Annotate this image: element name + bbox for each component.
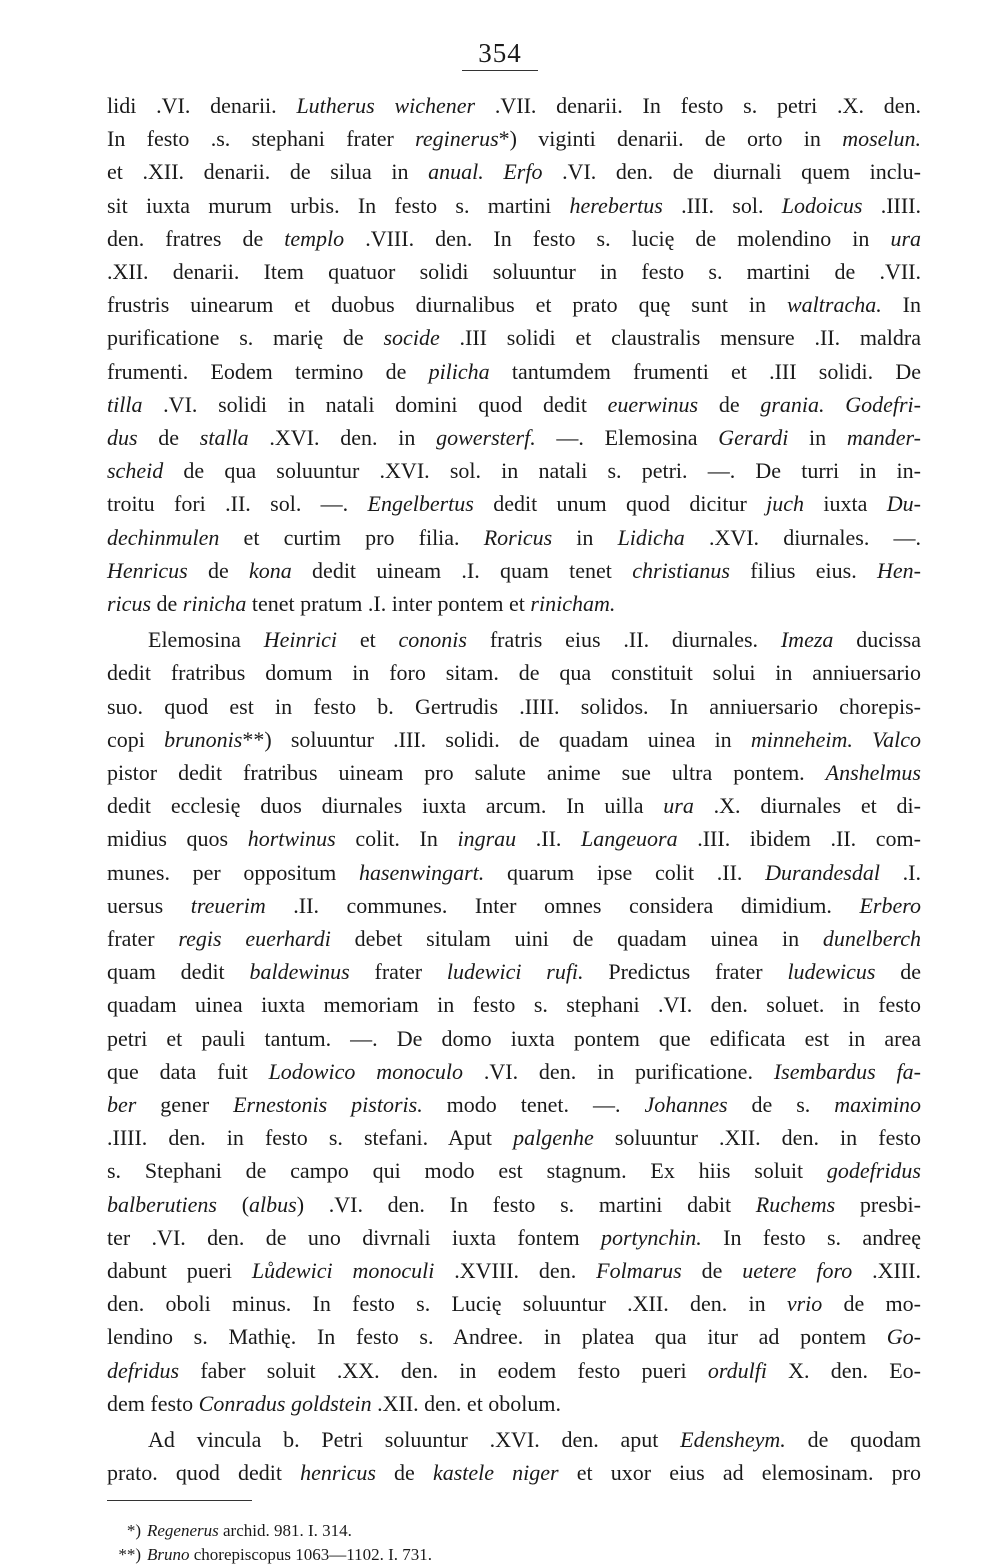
italic-text: Lodoicus [781,193,863,218]
text-run: .III. sol. [662,193,782,218]
italic-text: Bruno [147,1545,190,1564]
text-run: et curtim pro filia. [219,525,484,550]
italic-text: socide [383,325,440,350]
italic-text: minneheim. Valco [750,727,921,752]
italic-text: templo [284,226,345,251]
text-run: de [187,558,249,583]
text-run: .XII. den. et obolum. [371,1391,562,1416]
italic-text: vrio [786,1291,823,1316]
italic-text: Du- [886,491,921,516]
text-line [107,356,921,388]
italic-text: ordulfi [707,1358,767,1383]
italic-text: waltracha. [786,292,882,317]
italic-text: uetere foro [742,1258,853,1283]
italic-text: Imeza [780,627,834,652]
text-line [107,790,921,822]
text-line [107,1388,921,1420]
italic-text: ludewici rufi. [446,959,584,984]
text-run: in [788,425,847,450]
text-line [107,156,921,188]
italic-text: Lůdewici monoculi [251,1258,435,1283]
text-run: tenet pratum .I. inter pontem et [246,591,531,616]
italic-text: hortwinus [247,826,336,851]
text-run: quarum ipse colit .II. [484,860,766,885]
italic-text: grania. Godefri- [760,392,921,417]
text-run: presbi- [835,1192,921,1217]
text-line [107,289,921,321]
text-run: debet situlam uini de quadam uinea in [330,926,823,951]
text-run: dedit ecclesię duos diurnales iuxta arcum. In uilla [107,793,664,818]
italic-text: christianus [632,558,730,583]
footnote [107,1544,921,1566]
italic-text: Regenerus [147,1521,219,1540]
text-run: Elemosina [148,627,264,652]
text-run: .XVIII. den. [434,1258,597,1283]
italic-text: ricus [107,591,151,616]
text-run: que data fuit [107,1059,269,1084]
italic-text: Henricus [107,558,188,583]
text-line [107,1122,921,1154]
text-run: gener [136,1092,234,1117]
text-line [107,1457,921,1489]
text-line [107,823,921,855]
italic-text: baldewinus [249,959,350,984]
italic-text: kona [249,558,292,583]
text-line [107,1255,921,1287]
header-rule [462,70,538,71]
text-run: iuxta [804,491,887,516]
text-run: In festo .s. stephani frater [107,126,416,151]
footnote-mark: **) [118,1545,141,1564]
text-run: .III solidi et claustralis mensure .II. maldra [439,325,921,350]
text-run: de [875,959,921,984]
italic-text: ura [663,793,694,818]
text-run: de [681,1258,743,1283]
text-line [107,555,921,587]
text-run: .VII. denarii. In festo s. petri .X. den. [475,93,921,118]
text-run: frustris uinearum et duobus diurnalibus et prato quę sunt in [107,292,787,317]
text-line [107,223,921,255]
text-run: archid. 981. I. 314. [218,1521,352,1540]
italic-text: dechinmulen [107,525,220,550]
text-run: de [137,425,200,450]
text-run: colit. In [335,826,458,851]
text-run: midius quos [107,826,248,851]
italic-text: albus [249,1192,297,1217]
italic-text: gowersterf. [436,425,536,450]
text-run: de [698,392,761,417]
text-run: den. oboli minus. In festo s. Lucię soluuntur .XII. den. in [107,1291,787,1316]
italic-text: Roricus [483,525,553,550]
text-run: .X. diurnales et di- [693,793,921,818]
text-line [107,123,921,155]
text-run: .XVI. den. in [248,425,437,450]
text-line [107,1155,921,1187]
italic-text: reginerus [415,126,499,151]
text-line [107,857,921,889]
italic-text: balberutiens [107,1192,217,1217]
text-run: .IIII. den. in festo s. stefani. Aput [107,1125,514,1150]
text-run: ) .VI. den. In festo s. martini dabit [296,1192,756,1217]
text-line [107,923,921,955]
text-line [107,956,921,988]
text-run: de [151,591,183,616]
text-line [107,657,921,689]
italic-text: portynchin. [600,1225,702,1250]
text-run: prato. quod dedit [107,1460,301,1485]
text-line [107,1089,921,1121]
text-run: et .XII. denarii. de silua in [107,159,429,184]
text-run: .VI. den. de diurnali quem inclu- [542,159,921,184]
text-run: .VI. solidi in natali domini quod dedit [142,392,608,417]
italic-text: Isembardus fa- [773,1059,921,1084]
text-run: den. fratres de [107,226,285,251]
italic-text: henricus [300,1460,376,1485]
italic-text: Hen- [877,558,921,583]
italic-text: rinicha [182,591,247,616]
text-run: de [375,1460,433,1485]
text-run: dedit unum quod dicitur [473,491,767,516]
text-line [107,455,921,487]
text-run: chorepiscopus 1063—1102. I. 731. [189,1545,433,1564]
text-run: et uxor eius ad elemosinam. pro [558,1460,921,1485]
text-line [148,1424,921,1456]
text-line [107,90,921,122]
text-run: munes. per oppositum [107,860,359,885]
italic-text: Ruchems [755,1192,836,1217]
text-run: .I. [879,860,921,885]
text-run: in [552,525,618,550]
text-line [148,624,921,656]
text-run: —. Elemosina [535,425,719,450]
italic-text: dus [107,425,138,450]
text-run: troitu fori .II. sol. —. [107,491,368,516]
italic-text: Lodowico monoculo [268,1059,463,1084]
text-run: .XIII. [852,1258,921,1283]
text-line [107,256,921,288]
text-line [107,1056,921,1088]
text-line [107,422,921,454]
text-run: sit iuxta murum urbis. In festo s. martini [107,193,570,218]
text-run: Predictus frater [583,959,788,984]
text-run: X. den. Eo- [766,1358,921,1383]
text-run: frumenti. Eodem termino de [107,359,429,384]
text-run: de qua soluuntur .XVI. sol. in natali s. petri. —. De turri in in- [163,458,921,483]
italic-text: ludewicus [787,959,876,984]
text-run: .IIII. [862,193,921,218]
text-run: modo tenet. —. [422,1092,645,1117]
text-run: .III. ibidem .II. com- [677,826,921,851]
italic-text: Go- [886,1324,921,1349]
text-line [107,724,921,756]
text-run: petri et pauli tantum. —. De domo iuxta pontem que edificata est in area [107,1026,921,1051]
italic-text: Engelbertus [367,491,474,516]
text-run: frater [349,959,447,984]
footnote-rule [107,1500,252,1501]
text-run: *) viginti denarii. de orto in [498,126,843,151]
text-line [107,522,921,554]
italic-text: palgenhe [513,1125,594,1150]
text-run: Ad vincula b. Petri soluuntur .XVI. den. aput [148,1427,681,1452]
text-run: .VIII. den. In festo s. lucię de molendino in [344,226,891,251]
text-run: .XVI. diurnales. —. [684,525,921,550]
footnote [107,1520,921,1542]
text-run: de quodam [785,1427,921,1452]
text-line [107,322,921,354]
text-run: ter .VI. den. de uno divrnali iuxta fontem [107,1225,601,1250]
text-run: suo. quod est in festo b. Gertrudis .IIII. solidos. In anniuersario chorepis- [107,694,921,719]
text-run: .II. [516,826,582,851]
text-run: copi [107,727,165,752]
text-line [107,1222,921,1254]
italic-text: mander- [846,425,921,450]
text-line [107,488,921,520]
italic-text: moselun. [842,126,922,151]
text-run: s. Stephani de campo qui modo est stagnum. Ex hiis soluit [107,1158,827,1183]
text-run: de mo- [822,1291,921,1316]
italic-text: juch [766,491,805,516]
text-run: et [337,627,399,652]
italic-text: regis euerhardi [178,926,331,951]
italic-text: Heinrici [263,627,338,652]
text-line [107,757,921,789]
italic-text: Durandesdal [765,860,880,885]
text-run: dedit uineam .I. quam tenet [291,558,633,583]
italic-text: hasenwingart. [358,860,485,885]
text-run: fratris eius .II. diurnales. [467,627,781,652]
italic-text: dunelberch [822,926,922,951]
italic-text: treuerim [190,893,266,918]
text-run: filius eius. [729,558,878,583]
italic-text: euerwinus [607,392,699,417]
page-number: 354 [478,38,522,68]
text-line [107,588,921,620]
text-line [107,989,921,1021]
italic-text: ingrau [457,826,517,851]
text-run: soluuntur .XII. den. in festo [593,1125,922,1150]
text-run: frater [107,926,179,951]
italic-text: Gerardi [718,425,789,450]
text-line [107,1355,921,1387]
italic-text: godefridus [826,1158,921,1183]
italic-text: tilla [107,392,143,417]
text-run: lendino s. Mathię. In festo s. Andree. in platea qua itur ad pontem [107,1324,887,1349]
italic-text: ura [890,226,922,251]
italic-text: brunonis [164,727,243,752]
italic-text: pilicha [428,359,490,384]
text-line [107,389,921,421]
text-run: ( [217,1192,250,1217]
text-line [107,1288,921,1320]
italic-text: stalla [199,425,249,450]
italic-text: kastele niger [432,1460,559,1485]
italic-text: Erbero [859,893,921,918]
text-run: dedit fratribus domum in foro sitam. de qua constituit solui in anniuersario [107,660,921,685]
italic-text: Langeuora [581,826,678,851]
text-run: dabunt pueri [107,1258,252,1283]
text-run: purificatione s. marię de [107,325,384,350]
text-run: .XII. denarii. Item quatuor solidi soluuntur in festo s. martini de .VII. [107,259,921,284]
text-run: quadam uinea iuxta memoriam in festo s. stephani .VI. den. soluet. in festo [107,992,921,1017]
text-line [107,890,921,922]
text-run: lidi .VI. denarii. [107,93,297,118]
text-run: In festo s. andreę [701,1225,921,1250]
text-run: dem festo [107,1391,199,1416]
italic-text: Johannes [644,1092,728,1117]
italic-text: herebertus [569,193,663,218]
italic-text: Anshelmus [825,760,921,785]
text-line [107,1023,921,1055]
italic-text: anual. Erfo [428,159,543,184]
text-run: .VI. den. in purificatione. [462,1059,774,1084]
text-line [107,1189,921,1221]
italic-text: defridus [107,1358,180,1383]
text-line [107,691,921,723]
italic-text: rinicham. [530,591,616,616]
text-run: In [881,292,921,317]
footnote-mark: *) [126,1521,141,1540]
italic-text: Edensheym. [680,1427,786,1452]
italic-text: cononis [398,627,467,652]
text-line [107,190,921,222]
text-run: tantumdem frumenti et .III solidi. De [489,359,922,384]
text-run: quam dedit [107,959,250,984]
italic-text: maximino [834,1092,922,1117]
italic-text: Conradus goldstein [198,1391,372,1416]
italic-text: Ernestonis pistoris. [233,1092,423,1117]
italic-text: Lidicha [617,525,685,550]
text-line [107,1321,921,1353]
italic-text: ber [107,1092,137,1117]
text-run: de s. [727,1092,835,1117]
italic-text: scheid [107,458,164,483]
text-run: ducissa [833,627,921,652]
text-run: **) soluuntur .III. solidi. de quadam uinea in [242,727,751,752]
text-run: uersus [107,893,191,918]
italic-text: Folmarus [596,1258,682,1283]
text-run: faber soluit .XX. den. in eodem festo pueri [179,1358,708,1383]
text-run: pistor dedit fratribus uineam pro salute anime sue ultra pontem. [107,760,826,785]
italic-text: Lutherus wichener [296,93,476,118]
text-run: .II. communes. Inter omnes considera dimidium. [265,893,860,918]
